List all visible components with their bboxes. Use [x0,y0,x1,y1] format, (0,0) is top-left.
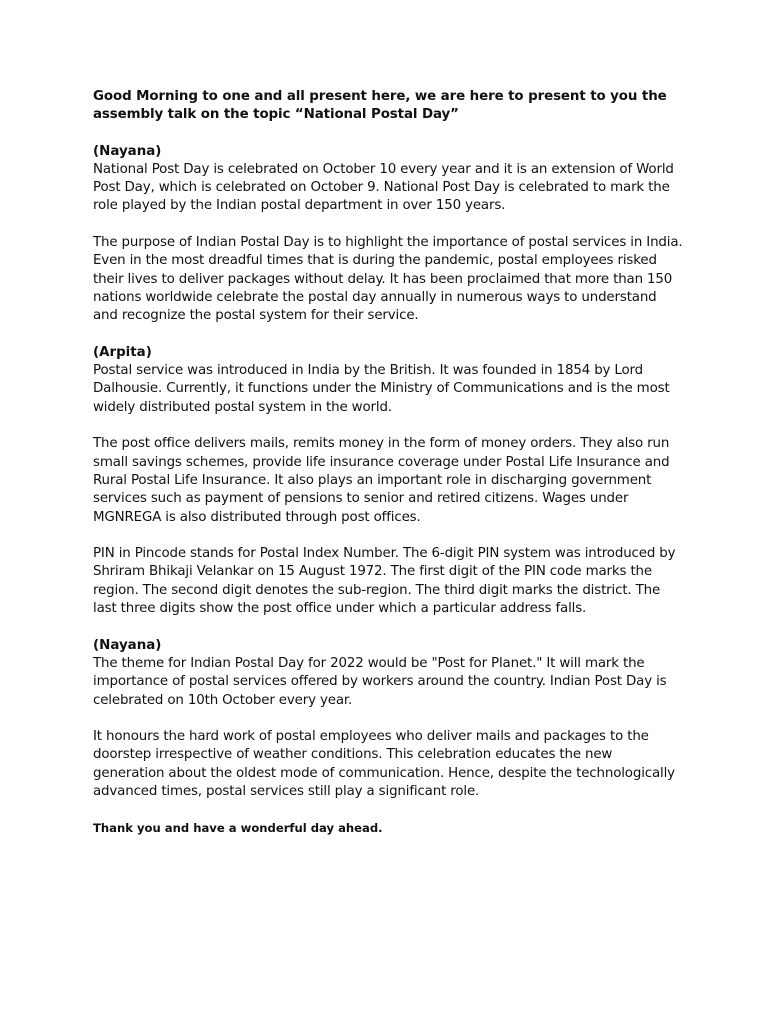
section-arpita [93,344,683,618]
paragraph: It honours the hard work of postal employees who deliver mails and packages to the doorstep irrespective of weather conditions. This celebration educates the new generation about the oldest mode of communication. Hence, despite the technologically advanced times, postal services still play a significant role. [93,729,675,799]
intro-text: Good Morning to one and all present here, we are here to present to you the assembly talk on the topic “National Postal Day” [93,89,667,123]
closing-text: Thank you and have a wonderful day ahead. [93,820,383,835]
paragraph: The purpose of Indian Postal Day is to highlight the importance of postal services in India. Even in the most dreadful times that is during the pandemic, postal employees risked their lives to deliver packages without delay. It has been proclaimed that more than 150 nations worldwide celebrate the postal day annually in numerous ways to understand and recognize the postal system for their service. [93,235,683,324]
paragraph: The theme for Indian Postal Day for 2022 would be "Post for Planet." It will mark the importance of postal services offered by workers around the country. Indian Post Day is celebrated on 10th October every year. [93,655,667,708]
document-page [93,88,683,836]
paragraph: The post office delivers mails, remits money in the form of money orders. They also run small savings schemes, provide life insurance coverage under Postal Life Insurance and Rural Postal Life Insurance. It also plays an important role in discharging government services such as payment of pensions to senior and retired citizens. Wages under MGNREGA is also distributed through post offices. [93,436,670,525]
section-nayana-1 [93,143,683,326]
paragraph: Postal service was introduced in India by the British. It was founded in 1854 by Lord Dalhousie. Currently, it functions under the Ministry of Communications and is the most widely distributed postal system in the world. [93,363,670,415]
speaker-label: (Nayana) [93,637,162,653]
section-nayana-2 [93,637,683,802]
speaker-label: (Arpita) [93,344,152,360]
paragraph: National Post Day is celebrated on October 10 every year and it is an extension of World Post Day, which is celebrated on October 9. National Post Day is celebrated to mark the role played by the Indian postal department in over 150 years. [93,161,674,214]
speaker-label: (Nayana) [93,143,162,159]
paragraph: PIN in Pincode stands for Postal Index Number. The 6-digit PIN system was introduced by Shriram Bhikaji Velankar on 15 August 1972. The first digit of the PIN code marks the region. The second digit denotes the sub-region. The third digit marks the district. The last three digits show the post office under which a particular address falls. [93,546,676,617]
